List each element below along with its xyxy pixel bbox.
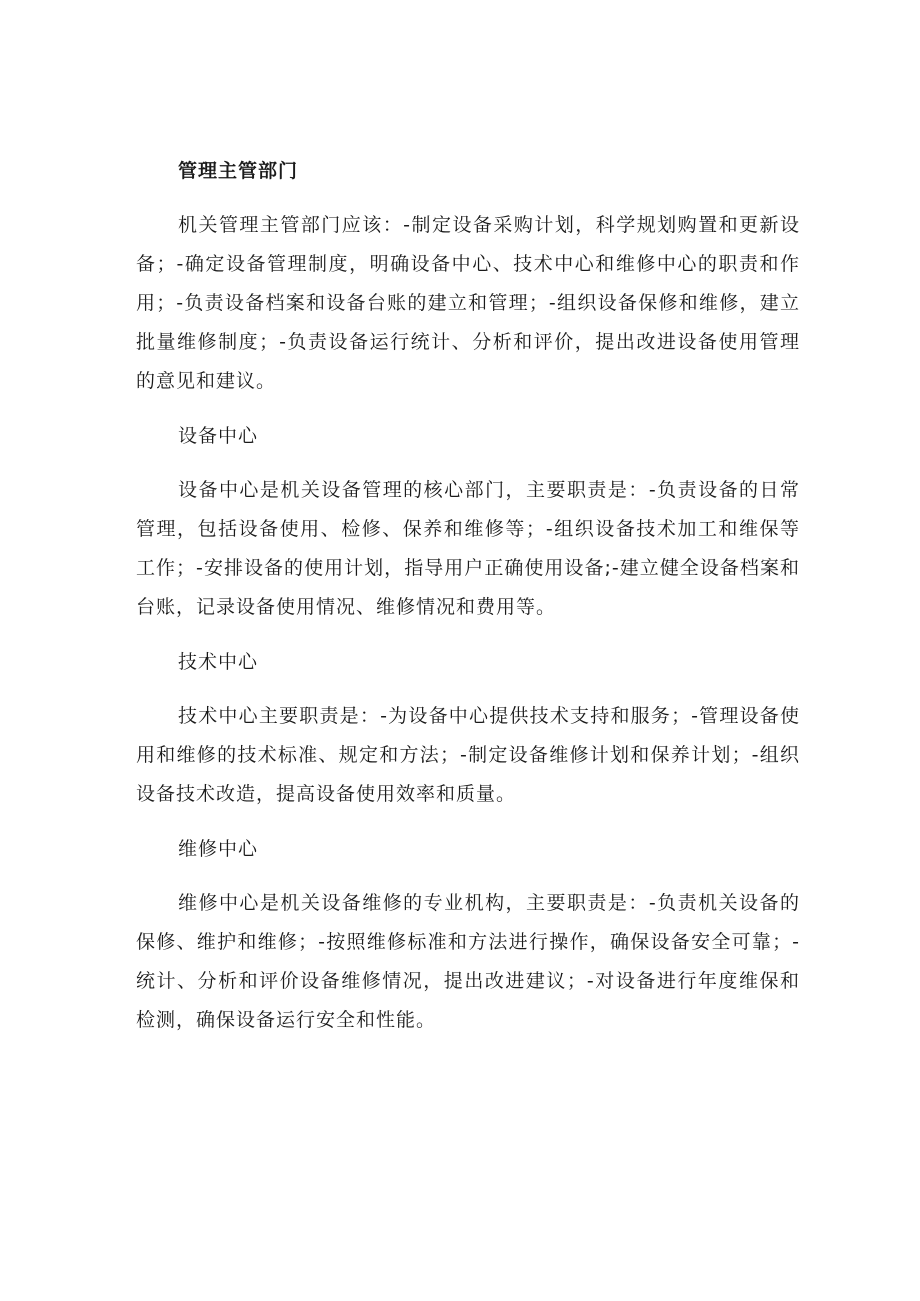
section-heading-maintenance-center: 维修中心: [178, 838, 259, 860]
section-heading-management-dept: 管理主管部门: [178, 160, 299, 182]
section-body-equipment-center: 设备中心是机关设备管理的核心部门，主要职责是：-负责设备的日常管理，包括设备使用、检修、保养和维修等；-组织设备技术加工和维保等工作；-安排设备的使用计划，指导用户正确使用设备;-建立健全设备档案和台账，记录设备使用情况、维修情况和费用等。: [136, 479, 800, 618]
section-body-management-dept: 机关管理主管部门应该：-制定设备采购计划，科学规划购置和更新设备；-确定设备管理制度，明确设备中心、技术中心和维修中心的职责和作用；-负责设备档案和设备台账的建立和管理；-组织设备保修和维修，建立批量维修制度；-负责设备运行统计、分析和评价，提出改进设备使用管理的意见和建议。: [136, 214, 800, 392]
section-body-maintenance-center: 维修中心是机关设备维修的专业机构，主要职责是：-负责机关设备的保修、维护和维修；-按照维修标准和方法进行操作，确保设备安全可靠；-统计、分析和评价设备维修情况，提出改进建议；-对设备进行年度维保和检测，确保设备运行安全和性能。: [136, 892, 800, 1031]
section-heading-technical-center: 技术中心: [178, 651, 259, 673]
section-body-technical-center: 技术中心主要职责是：-为设备中心提供技术支持和服务；-管理设备使用和维修的技术标准、规定和方法；-制定设备维修计划和保养计划；-组织设备技术改造，提高设备使用效率和质量。: [136, 705, 800, 805]
section-heading-equipment-center: 设备中心: [178, 425, 259, 447]
document-content: [136, 152, 800, 1056]
